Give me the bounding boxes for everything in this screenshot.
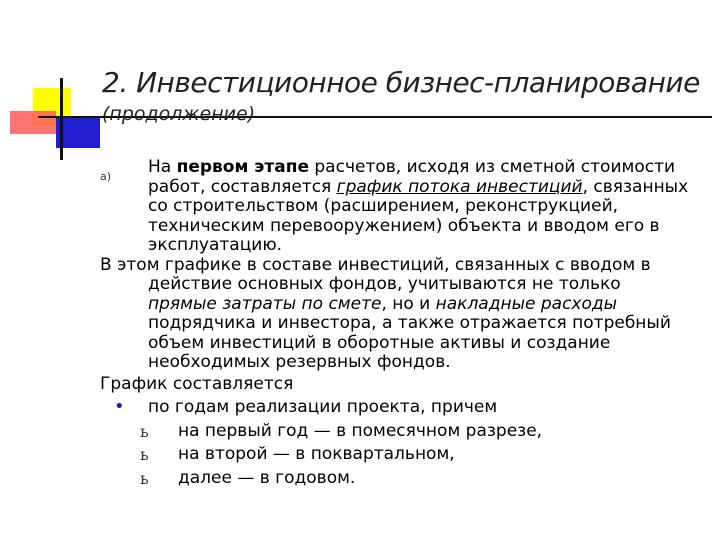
para2-line4: подрядчика и инвестора, а также отражается потребный [148, 313, 671, 333]
item-a-bold: первом этапе [176, 157, 309, 177]
item-a-line5: эксплуатацию. [148, 235, 283, 255]
paragraph-3: График составляется [100, 373, 294, 394]
para2-mid: , но и [381, 293, 436, 314]
bullet-item [100, 398, 710, 418]
slide-subtitle: (продолжение) [102, 103, 256, 125]
paragraph-2 [100, 256, 710, 373]
item-a-line4: техническим перевооружением) объекта и вводом его в [148, 215, 660, 236]
item-a-marker: а) [100, 170, 112, 183]
item-a-text1: На [148, 157, 177, 177]
para2-line6: необходимых резервных фондов. [148, 352, 451, 372]
para2-line5: объем инвестиций в оборотные активы и создание [148, 332, 611, 353]
para2-line1: В этом графике в составе инвестиций, связанных с вводом в [100, 254, 651, 275]
sub-bullet-marker: ь [140, 421, 149, 441]
direct-costs-term: прямые затраты по смете [148, 293, 382, 314]
red-square-decoration [10, 111, 56, 134]
slide-body [100, 158, 710, 488]
item-a-text2: расчетов, исходя из сметной стоимости [308, 157, 676, 177]
sub-item-1 [100, 422, 710, 442]
sub-bullet-marker: ь [140, 468, 149, 488]
sub-bullet-marker: ь [140, 445, 149, 464]
item-a-line2-tail: , связанных [582, 176, 689, 197]
sub-item-2 [100, 445, 710, 465]
item-a-line3: со строительством (расширением, реконструкцией, [148, 196, 619, 216]
overhead-costs-term: накладные расходы [435, 293, 618, 314]
bullet-item-text: по годам реализации проекта, причем [148, 397, 498, 417]
sub-item-text: на первый год — в помесячном разрезе, [178, 420, 543, 441]
para2-line2: действие основных фондов, учитываются не только [148, 274, 621, 294]
item-a-line2: работ, составляется [148, 176, 337, 197]
slide-title: 2. Инвестиционное бизнес-планирование [102, 66, 700, 99]
sub-item-text: далее — в годовом. [178, 467, 356, 488]
vertical-rule [60, 78, 63, 160]
item-a [100, 158, 710, 256]
bullet-dot-icon: • [114, 396, 125, 417]
sub-item-3 [100, 469, 710, 489]
sub-item-text: на второй — в поквартальном, [178, 444, 455, 464]
investment-flow-schedule-term: график потока инвестиций [336, 176, 583, 197]
